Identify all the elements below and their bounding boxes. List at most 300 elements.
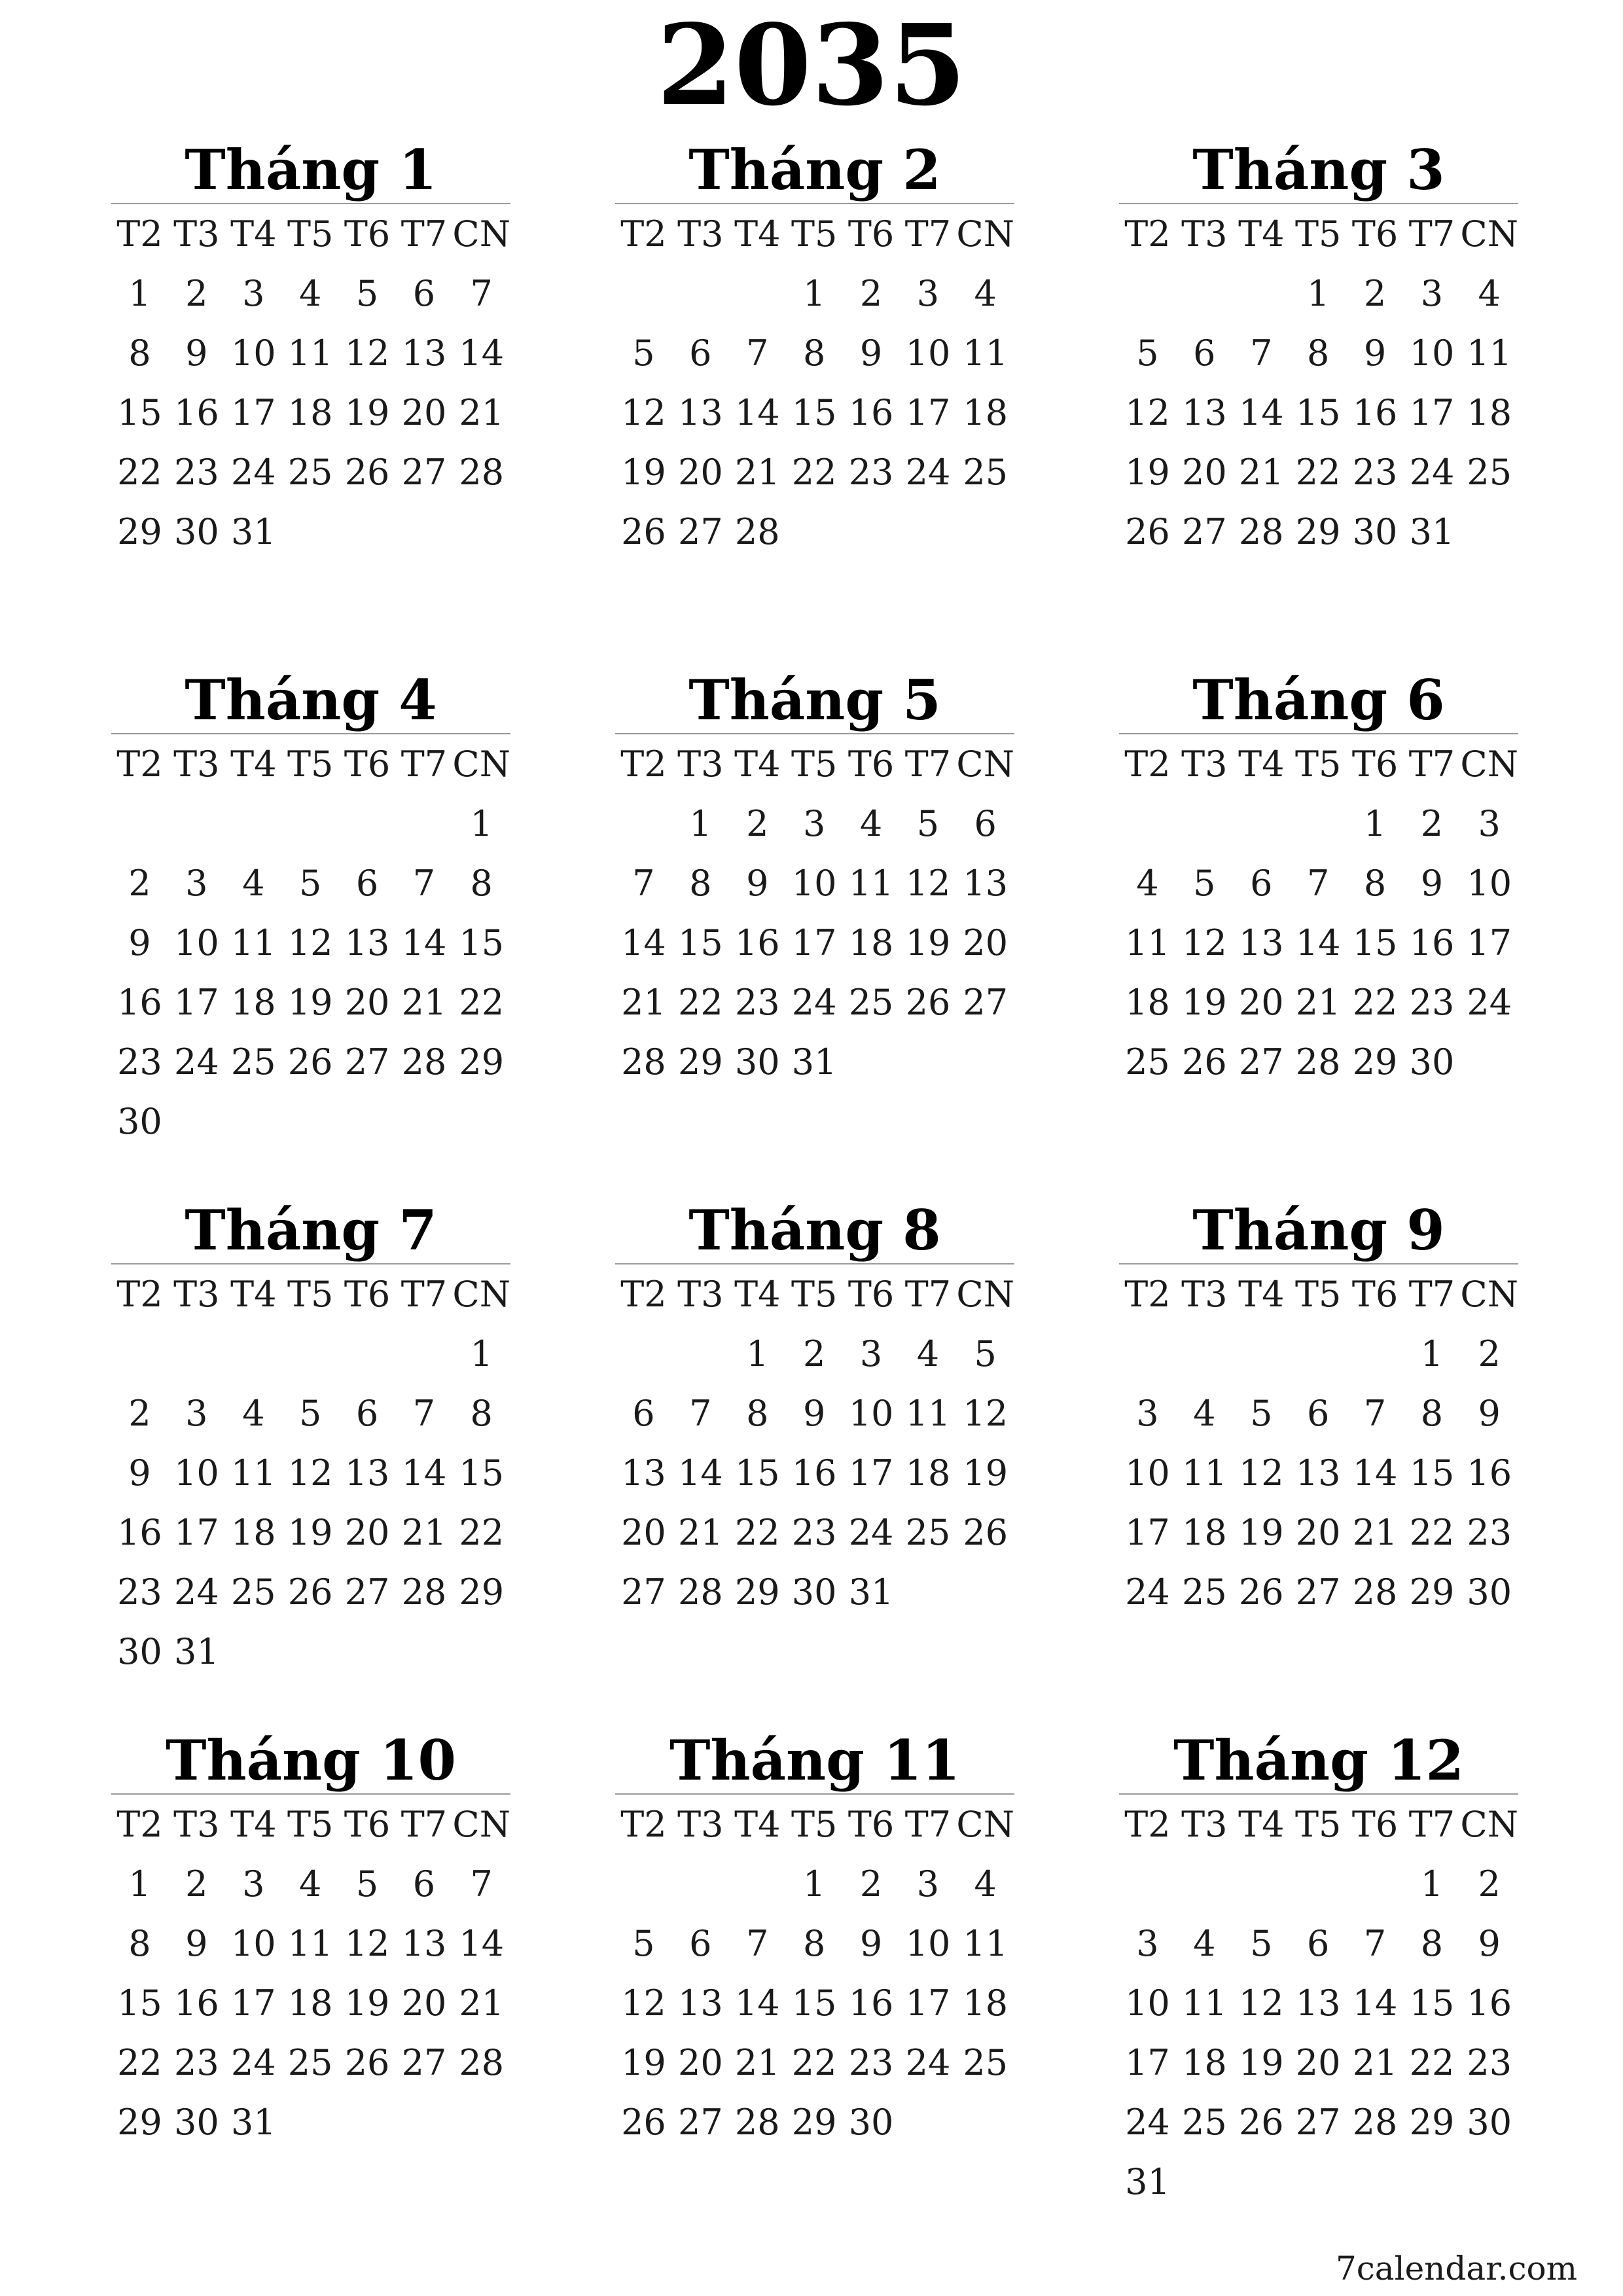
day-cell: 17 <box>791 922 837 963</box>
day-cell: 6 <box>689 1923 712 1964</box>
day-cell: 23 <box>734 982 780 1023</box>
day-cell: 17 <box>1125 1512 1170 1553</box>
day-cell: 14 <box>677 1452 723 1494</box>
year-title: 2035 <box>656 0 967 131</box>
day-cell: 18 <box>230 1512 276 1553</box>
weekday-header: T2 <box>620 213 667 255</box>
day-cell: 4 <box>859 803 883 844</box>
weekday-header: T3 <box>1181 1274 1228 1315</box>
empty-day-cell <box>729 1854 786 1914</box>
website-credit[interactable]: 7calendar.com <box>1335 2250 1577 2287</box>
weekday-header: CN <box>1460 1804 1518 1845</box>
day-cell: 14 <box>734 392 780 433</box>
month-block <box>1119 1198 1518 1622</box>
weekday-header: T7 <box>401 213 448 255</box>
day-cell: 14 <box>401 1452 447 1494</box>
day-cell: 4 <box>298 273 322 314</box>
day-cell: 21 <box>459 1982 505 2024</box>
weekday-header: CN <box>452 213 510 255</box>
weekday-header: T5 <box>287 213 334 255</box>
day-cell: 21 <box>401 982 447 1023</box>
day-cell: 6 <box>632 1393 655 1434</box>
day-cell: 3 <box>916 273 940 314</box>
weekday-header: CN <box>452 1274 510 1315</box>
month-day-grid <box>615 1795 1014 2152</box>
day-cell: 2 <box>859 273 883 314</box>
day-cell: 8 <box>746 1393 769 1434</box>
weekday-header: T7 <box>1408 213 1455 255</box>
day-cell: 11 <box>230 1452 276 1494</box>
day-cell: 8 <box>1306 332 1330 374</box>
day-cell: 23 <box>117 1571 162 1613</box>
day-cell: 28 <box>1295 1041 1341 1083</box>
day-cell: 27 <box>1181 511 1227 552</box>
day-cell: 28 <box>459 2042 505 2083</box>
day-cell: 18 <box>1467 392 1512 433</box>
day-cell: 20 <box>401 1982 447 2024</box>
day-cell: 24 <box>1467 982 1512 1023</box>
day-cell: 25 <box>287 452 333 493</box>
day-cell: 10 <box>1125 1982 1170 2024</box>
day-cell: 20 <box>1295 1512 1341 1553</box>
day-cell: 18 <box>905 1452 951 1494</box>
day-cell: 2 <box>1478 1863 1501 1905</box>
empty-day-cell <box>1176 1854 1233 1914</box>
day-cell: 13 <box>401 332 447 374</box>
day-cell: 12 <box>344 332 390 374</box>
weekday-header: T6 <box>847 213 895 255</box>
day-cell: 21 <box>1352 1512 1398 1553</box>
day-cell: 3 <box>802 803 826 844</box>
weekday-header: T3 <box>173 744 220 785</box>
day-cell: 21 <box>1352 2042 1398 2083</box>
day-cell: 21 <box>1238 452 1284 493</box>
day-cell: 14 <box>621 922 666 963</box>
day-cell: 22 <box>677 982 723 1023</box>
day-cell: 5 <box>298 1393 322 1434</box>
day-cell: 30 <box>1467 1571 1512 1613</box>
day-cell: 23 <box>1352 452 1398 493</box>
empty-day-cell <box>282 794 339 853</box>
day-cell: 7 <box>746 1923 769 1964</box>
day-cell: 7 <box>746 332 769 374</box>
empty-day-cell <box>1290 1324 1347 1384</box>
day-cell: 1 <box>470 803 493 844</box>
day-cell: 20 <box>1295 2042 1341 2083</box>
day-cell: 4 <box>1478 273 1501 314</box>
day-cell: 24 <box>905 2042 951 2083</box>
day-cell: 7 <box>1363 1393 1387 1434</box>
weekday-header: T6 <box>847 1274 895 1315</box>
day-cell: 31 <box>848 1571 894 1613</box>
day-cell: 14 <box>1238 392 1284 433</box>
day-cell: 9 <box>185 1923 208 1964</box>
day-cell: 11 <box>287 332 333 374</box>
day-cell: 13 <box>963 863 1008 904</box>
day-cell: 30 <box>791 1571 837 1613</box>
day-cell: 17 <box>848 1452 894 1494</box>
weekday-header: T7 <box>1408 744 1455 785</box>
empty-day-cell <box>1176 794 1233 853</box>
day-cell: 29 <box>1352 1041 1398 1083</box>
month-day-grid <box>1119 734 1518 1092</box>
day-cell: 13 <box>401 1923 447 1964</box>
day-cell: 27 <box>1295 2102 1341 2143</box>
day-cell: 29 <box>791 2102 837 2143</box>
day-cell: 9 <box>1420 863 1444 904</box>
empty-day-cell <box>672 1324 729 1384</box>
weekday-header: T3 <box>173 1804 220 1845</box>
day-cell: 24 <box>230 452 276 493</box>
day-cell: 8 <box>1420 1923 1444 1964</box>
day-cell: 25 <box>1125 1041 1170 1083</box>
day-cell: 19 <box>905 922 951 963</box>
day-cell: 30 <box>1409 1041 1455 1083</box>
day-cell: 23 <box>1467 2042 1512 2083</box>
day-cell: 12 <box>1238 1452 1284 1494</box>
day-cell: 10 <box>173 922 219 963</box>
weekday-header: T5 <box>287 1804 334 1845</box>
day-cell: 15 <box>677 922 723 963</box>
day-cell: 4 <box>1136 863 1159 904</box>
day-cell: 4 <box>916 1333 940 1374</box>
day-cell: 20 <box>401 392 447 433</box>
day-cell: 12 <box>963 1393 1008 1434</box>
day-cell: 22 <box>791 452 837 493</box>
weekday-header: CN <box>452 744 510 785</box>
day-cell: 23 <box>791 1512 837 1553</box>
day-cell: 24 <box>1125 1571 1170 1613</box>
empty-day-cell <box>615 1854 672 1914</box>
day-cell: 28 <box>621 1041 666 1083</box>
day-cell: 22 <box>117 2042 162 2083</box>
day-cell: 21 <box>401 1512 447 1553</box>
weekday-header: T3 <box>1181 1804 1228 1845</box>
month-day-grid <box>615 734 1014 1092</box>
day-cell: 5 <box>1250 1393 1273 1434</box>
day-cell: 31 <box>1125 2161 1170 2202</box>
day-cell: 7 <box>1306 863 1330 904</box>
month-block <box>111 1198 510 1681</box>
day-cell: 24 <box>230 2042 276 2083</box>
weekday-header: T2 <box>620 744 667 785</box>
day-cell: 29 <box>117 2102 162 2143</box>
day-cell: 3 <box>1136 1923 1159 1964</box>
day-cell: 20 <box>677 452 723 493</box>
day-cell: 26 <box>1181 1041 1227 1083</box>
day-cell: 25 <box>963 452 1008 493</box>
weekday-header: CN <box>956 1274 1014 1315</box>
day-cell: 11 <box>905 1393 951 1434</box>
day-cell: 18 <box>1181 1512 1227 1553</box>
day-cell: 11 <box>287 1923 333 1964</box>
day-cell: 14 <box>459 332 505 374</box>
day-cell: 23 <box>848 452 894 493</box>
day-cell: 27 <box>401 2042 447 2083</box>
day-cell: 17 <box>1467 922 1512 963</box>
day-cell: 21 <box>734 452 780 493</box>
day-cell: 17 <box>230 392 276 433</box>
day-cell: 19 <box>621 452 666 493</box>
month-day-grid <box>111 1265 510 1681</box>
day-cell: 16 <box>791 1452 837 1494</box>
day-cell: 20 <box>1181 452 1227 493</box>
weekday-header: T4 <box>230 1804 277 1845</box>
day-cell: 5 <box>632 332 655 374</box>
day-cell: 12 <box>621 392 666 433</box>
day-cell: 13 <box>621 1452 666 1494</box>
weekday-header: T7 <box>904 213 952 255</box>
day-cell: 4 <box>1193 1393 1216 1434</box>
empty-day-cell <box>1290 1854 1347 1914</box>
day-cell: 2 <box>746 803 769 844</box>
day-cell: 2 <box>1478 1333 1501 1374</box>
weekday-header: T7 <box>904 744 952 785</box>
day-cell: 15 <box>1409 1982 1455 2024</box>
day-cell: 8 <box>802 1923 826 1964</box>
empty-day-cell <box>1233 1854 1290 1914</box>
day-cell: 27 <box>1238 1041 1284 1083</box>
weekday-header: T5 <box>287 744 334 785</box>
month-block <box>615 137 1014 562</box>
day-cell: 5 <box>298 863 322 904</box>
day-cell: 7 <box>470 273 493 314</box>
day-cell: 21 <box>621 982 666 1023</box>
month-title: Tháng 11 <box>669 1728 960 1793</box>
day-cell: 22 <box>117 452 162 493</box>
day-cell: 2 <box>1363 273 1387 314</box>
day-cell: 12 <box>344 1923 390 1964</box>
month-title: Tháng 12 <box>1173 1728 1464 1793</box>
day-cell: 30 <box>1352 511 1398 552</box>
day-cell: 6 <box>412 273 436 314</box>
day-cell: 6 <box>1250 863 1273 904</box>
day-cell: 7 <box>1250 332 1273 374</box>
day-cell: 11 <box>1467 332 1512 374</box>
day-cell: 19 <box>287 982 333 1023</box>
day-cell: 19 <box>621 2042 666 2083</box>
weekday-header: CN <box>1460 1274 1518 1315</box>
day-cell: 16 <box>1467 1452 1512 1494</box>
day-cell: 24 <box>173 1571 219 1613</box>
day-cell: 31 <box>230 2102 276 2143</box>
empty-day-cell <box>729 264 786 323</box>
day-cell: 24 <box>1125 2102 1170 2143</box>
day-cell: 18 <box>287 1982 333 2024</box>
day-cell: 5 <box>1136 332 1159 374</box>
day-cell: 4 <box>298 1863 322 1905</box>
day-cell: 30 <box>734 1041 780 1083</box>
day-cell: 18 <box>1181 2042 1227 2083</box>
day-cell: 7 <box>632 863 655 904</box>
weekday-header: CN <box>1460 213 1518 255</box>
month-title: Tháng 4 <box>185 668 437 732</box>
day-cell: 15 <box>1352 922 1398 963</box>
day-cell: 6 <box>412 1863 436 1905</box>
day-cell: 19 <box>1238 2042 1284 2083</box>
day-cell: 17 <box>230 1982 276 2024</box>
month-block <box>1119 1728 1518 2212</box>
day-cell: 25 <box>963 2042 1008 2083</box>
day-cell: 23 <box>848 2042 894 2083</box>
day-cell: 14 <box>459 1923 505 1964</box>
day-cell: 22 <box>1352 982 1398 1023</box>
day-cell: 29 <box>1295 511 1341 552</box>
day-cell: 22 <box>459 1512 505 1553</box>
day-cell: 4 <box>974 1863 997 1905</box>
weekday-header: T5 <box>1294 213 1342 255</box>
weekday-header: T6 <box>1351 744 1399 785</box>
month-title: Tháng 1 <box>185 137 437 202</box>
weekday-header: T2 <box>1124 213 1171 255</box>
day-cell: 5 <box>1193 863 1216 904</box>
month-title: Tháng 9 <box>1192 1198 1445 1263</box>
day-cell: 21 <box>677 1512 723 1553</box>
weekday-header: T4 <box>1238 744 1285 785</box>
day-cell: 20 <box>621 1512 666 1553</box>
weekday-header: T4 <box>230 1274 277 1315</box>
day-cell: 27 <box>1295 1571 1341 1613</box>
day-cell: 27 <box>344 1041 390 1083</box>
day-cell: 11 <box>963 1923 1008 1964</box>
empty-day-cell <box>1119 264 1176 323</box>
day-cell: 28 <box>1238 511 1284 552</box>
day-cell: 12 <box>287 922 333 963</box>
day-cell: 27 <box>677 511 723 552</box>
day-cell: 3 <box>916 1863 940 1905</box>
weekday-header: T2 <box>116 1274 163 1315</box>
empty-day-cell <box>282 1324 339 1384</box>
month-block <box>111 137 510 562</box>
day-cell: 7 <box>412 1393 436 1434</box>
day-cell: 5 <box>355 1863 379 1905</box>
weekday-header: T6 <box>344 213 391 255</box>
month-day-grid <box>111 204 510 562</box>
day-cell: 1 <box>470 1333 493 1374</box>
day-cell: 24 <box>905 452 951 493</box>
day-cell: 5 <box>974 1333 997 1374</box>
day-cell: 26 <box>344 452 390 493</box>
month-block <box>1119 668 1518 1092</box>
day-cell: 2 <box>185 273 208 314</box>
day-cell: 23 <box>173 452 219 493</box>
empty-day-cell <box>672 264 729 323</box>
day-cell: 8 <box>802 332 826 374</box>
weekday-header: T6 <box>1351 1804 1399 1845</box>
day-cell: 27 <box>401 452 447 493</box>
weekday-header: T5 <box>791 744 838 785</box>
day-cell: 29 <box>1409 1571 1455 1613</box>
weekday-header: CN <box>452 1804 510 1845</box>
day-cell: 4 <box>974 273 997 314</box>
day-cell: 2 <box>1420 803 1444 844</box>
day-cell: 7 <box>1363 1923 1387 1964</box>
month-day-grid <box>1119 204 1518 562</box>
day-cell: 13 <box>677 392 723 433</box>
day-cell: 30 <box>848 2102 894 2143</box>
day-cell: 22 <box>1409 2042 1455 2083</box>
month-block <box>615 1728 1014 2152</box>
empty-day-cell <box>225 794 282 853</box>
day-cell: 26 <box>963 1512 1008 1553</box>
day-cell: 6 <box>1306 1393 1330 1434</box>
weekday-header: T4 <box>734 744 781 785</box>
day-cell: 26 <box>1238 1571 1284 1613</box>
day-cell: 26 <box>287 1041 333 1083</box>
day-cell: 13 <box>344 1452 390 1494</box>
empty-day-cell <box>396 1324 453 1384</box>
day-cell: 18 <box>230 982 276 1023</box>
weekday-header: T5 <box>287 1274 334 1315</box>
day-cell: 10 <box>230 1923 276 1964</box>
day-cell: 25 <box>230 1041 276 1083</box>
day-cell: 1 <box>1420 1863 1444 1905</box>
day-cell: 8 <box>689 863 712 904</box>
day-cell: 7 <box>470 1863 493 1905</box>
weekday-header: T7 <box>401 1804 448 1845</box>
day-cell: 13 <box>1238 922 1284 963</box>
day-cell: 26 <box>344 2042 390 2083</box>
day-cell: 22 <box>734 1512 780 1553</box>
day-cell: 18 <box>287 392 333 433</box>
empty-day-cell <box>615 794 672 853</box>
day-cell: 29 <box>677 1041 723 1083</box>
day-cell: 10 <box>791 863 837 904</box>
day-cell: 31 <box>791 1041 837 1083</box>
weekday-header: T5 <box>791 1274 838 1315</box>
month-title: Tháng 8 <box>688 1198 941 1263</box>
empty-day-cell <box>1233 264 1290 323</box>
day-cell: 13 <box>1295 1982 1341 2024</box>
day-cell: 19 <box>1238 1512 1284 1553</box>
month-title: Tháng 3 <box>1192 137 1445 202</box>
day-cell: 25 <box>230 1571 276 1613</box>
weekday-header: T2 <box>1124 1804 1171 1845</box>
day-cell: 23 <box>1409 982 1455 1023</box>
day-cell: 16 <box>734 922 780 963</box>
day-cell: 16 <box>848 1982 894 2024</box>
weekday-header: T6 <box>847 744 895 785</box>
day-cell: 8 <box>1420 1393 1444 1434</box>
weekday-header: T4 <box>734 213 781 255</box>
day-cell: 28 <box>1352 2102 1398 2143</box>
day-cell: 9 <box>1478 1393 1501 1434</box>
empty-day-cell <box>111 1324 168 1384</box>
day-cell: 2 <box>802 1333 826 1374</box>
day-cell: 20 <box>1238 982 1284 1023</box>
day-cell: 28 <box>677 1571 723 1613</box>
day-cell: 17 <box>1409 392 1455 433</box>
empty-day-cell <box>1233 794 1290 853</box>
weekday-header: T3 <box>173 213 220 255</box>
day-cell: 29 <box>734 1571 780 1613</box>
day-cell: 13 <box>344 922 390 963</box>
day-cell: 14 <box>734 1982 780 2024</box>
empty-day-cell <box>1176 1324 1233 1384</box>
day-cell: 29 <box>117 511 162 552</box>
weekday-header: T6 <box>1351 213 1399 255</box>
empty-day-cell <box>615 1324 672 1384</box>
empty-day-cell <box>615 264 672 323</box>
day-cell: 15 <box>734 1452 780 1494</box>
day-cell: 25 <box>1467 452 1512 493</box>
day-cell: 27 <box>677 2102 723 2143</box>
empty-day-cell <box>1119 1854 1176 1914</box>
day-cell: 15 <box>117 392 162 433</box>
day-cell: 6 <box>689 332 712 374</box>
day-cell: 5 <box>1250 1923 1273 1964</box>
day-cell: 22 <box>459 982 505 1023</box>
